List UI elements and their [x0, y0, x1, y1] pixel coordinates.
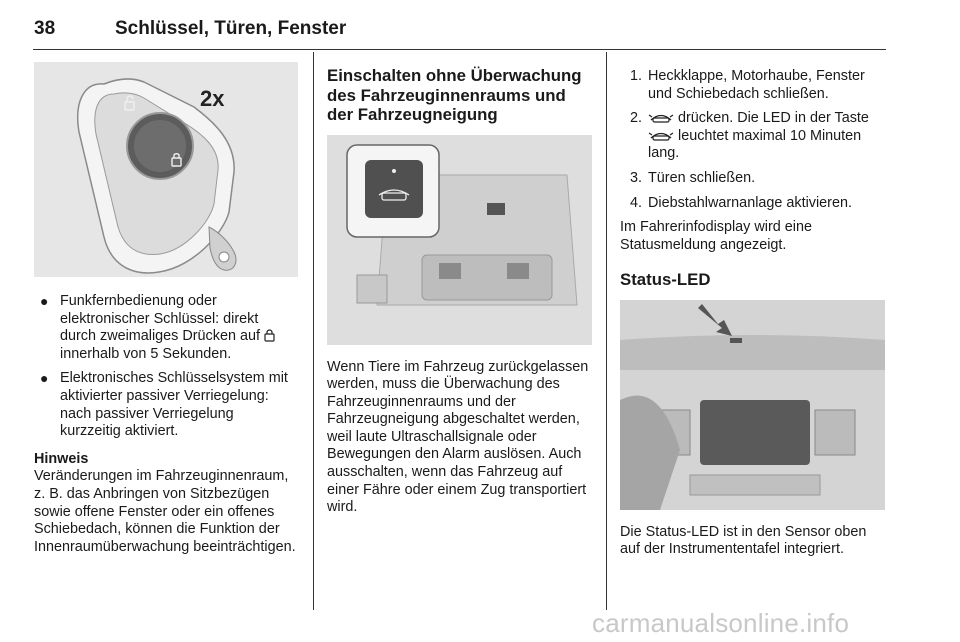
key-fob-illustration — [34, 62, 298, 277]
list-item: ● Elektronisches Schlüsselsystem mit aktivierter passiver Verriegelung: nach passiver Verriegelung kurzzeitig aktiviert. — [40, 370, 288, 440]
car-alarm-icon — [648, 130, 674, 142]
note-text: Veränderungen im Fahrzeuginnenraum, z. B. das Anbringen von Sitzbezügen sowie offene Fenster oder ein offenes Schiebedach, können die Funktion der Innenraumüberwachung beeinträchtigen. — [34, 468, 296, 555]
column-3 — [620, 68, 885, 559]
page-header — [0, 0, 960, 52]
list-item: 1. Heckklappe, Motorhaube, Fenster und Schiebedach schließen. — [630, 68, 865, 102]
list-item: 2. drücken. Die LED in der Taste leuchtet maximal 10 Minuten lang. — [630, 110, 869, 162]
watermark: carmanualsonline.info — [592, 608, 850, 638]
roof-console-illustration — [327, 135, 592, 345]
list-item: 4. Diebstahlwarnanlage aktivieren. — [630, 194, 852, 211]
paragraph: Wenn Tiere im Fahrzeug zurückgelassen werden, muss die Überwachung des Fahrzeuginnenraums und der Fahrzeugneigung abgeschaltet werden, weil laute Ultraschallsignale oder Bewegungen den Alarm auslösen. Auch ausschalten, wenn das Fahrzeug auf einer Fähre oder einem Zug transportiert wird. — [327, 358, 589, 516]
lock-icon — [264, 329, 275, 342]
dashboard-led-illustration — [620, 300, 885, 510]
list-item: 3. Türen schließen. — [630, 169, 756, 186]
section-heading: Einschalten ohne Überwachung des Fahrzeuginnenraums und der Fahrzeugneigung — [327, 66, 582, 124]
page-title: Schlüssel, Türen, Fenster — [115, 18, 347, 39]
paragraph: Die Status-LED ist in den Sensor oben auf der Instrumententafel integriert. — [620, 523, 867, 558]
column-divider-2 — [606, 52, 607, 610]
section-heading: Status-LED — [620, 270, 711, 290]
list-item: ● Funkfernbedienung oder elektronischer Schlüssel: direkt durch zweimaliges Drücken auf innerhalb von 5 Sekunden. — [34, 293, 298, 363]
bullet-list — [34, 293, 298, 441]
note-heading: Hinweis — [34, 450, 89, 467]
car-alarm-icon — [648, 112, 674, 124]
column-1 — [34, 62, 298, 556]
paragraph: Im Fahrerinfodisplay wird eine Statusmeldung angezeigt. — [620, 219, 812, 253]
press-twice-label: 2x — [200, 86, 225, 111]
step-list — [620, 68, 885, 212]
column-2 — [327, 66, 592, 517]
header-rule — [33, 49, 886, 50]
column-divider-1 — [313, 52, 314, 610]
page-number: 38 — [34, 18, 56, 39]
